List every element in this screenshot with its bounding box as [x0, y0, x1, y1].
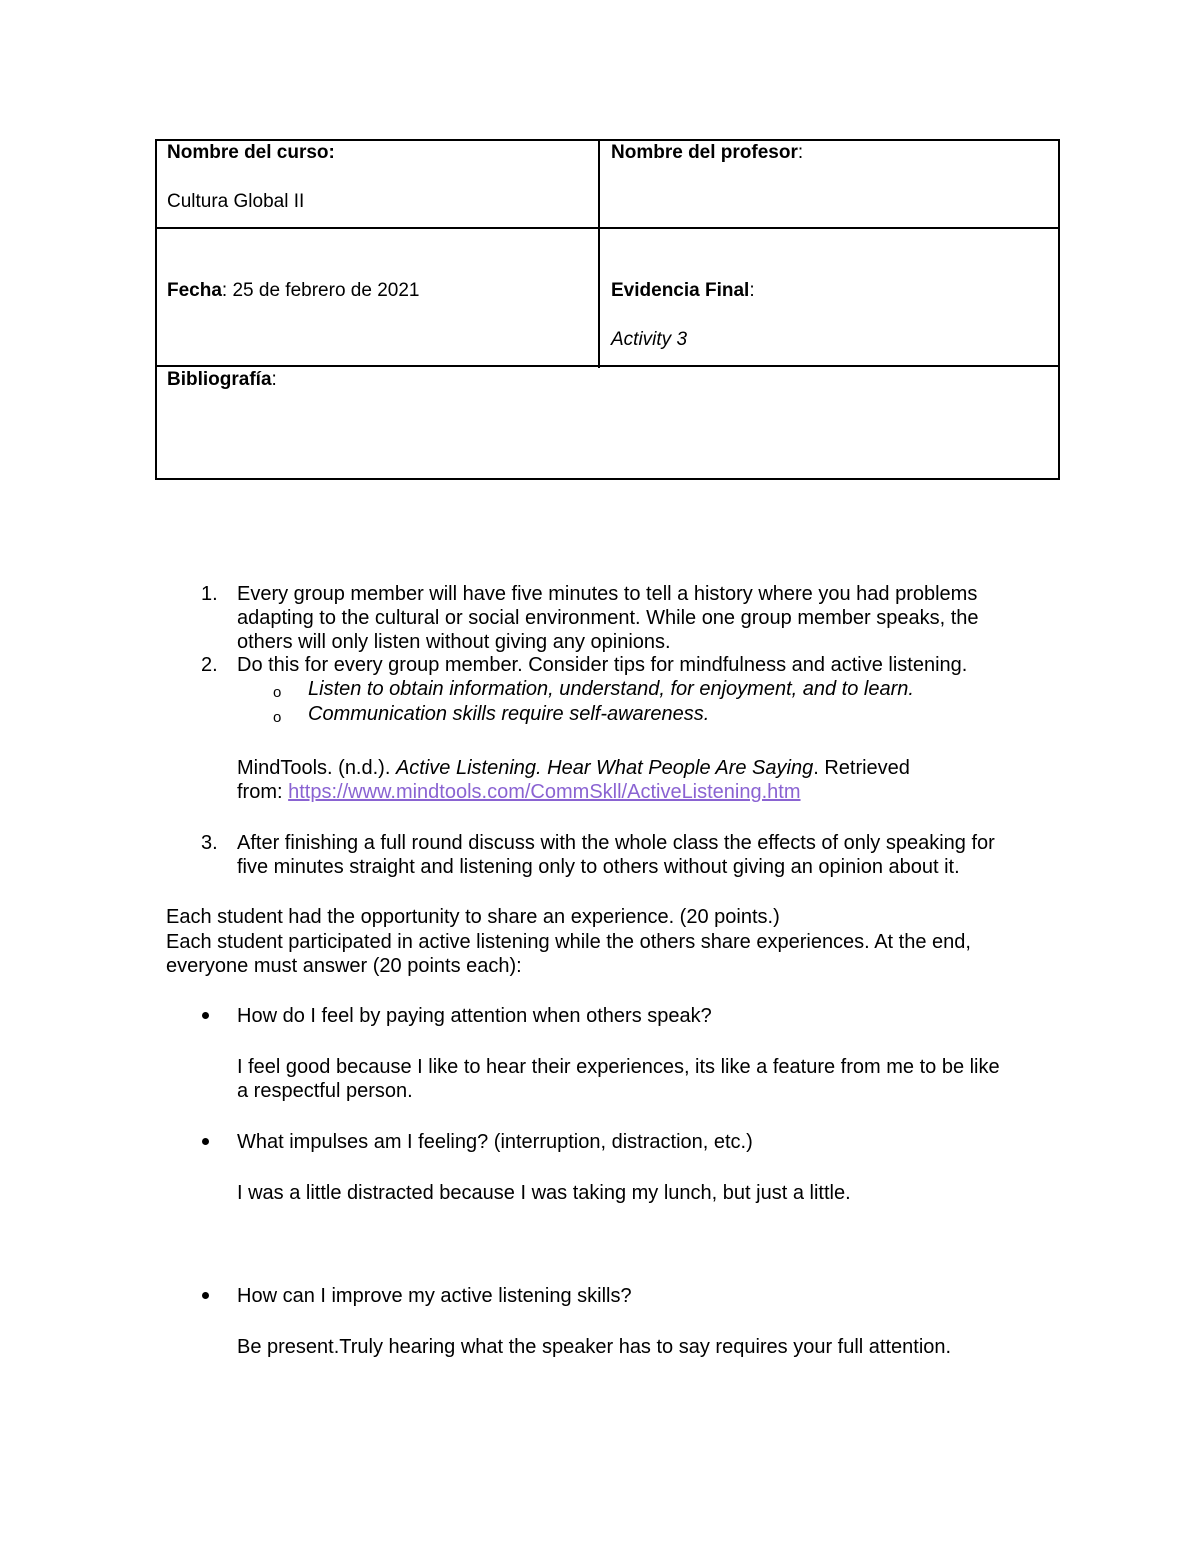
table-divider-vertical [598, 139, 600, 368]
step-1-line-1: Every group member will have five minutes to tell a history where you had problems [237, 583, 978, 605]
table-divider-row1 [155, 227, 1060, 229]
question: What impulses am I feeling? (interruption, distraction, etc.) [237, 1131, 753, 1153]
evidence-value: Activity 3 [611, 329, 688, 350]
table-divider-row2 [155, 365, 1060, 367]
reference-citation: MindTools. (n.d.). Active Listening. Hear What People Are Saying. Retrieved [237, 757, 910, 779]
date-field: Fecha: 25 de febrero de 2021 [167, 280, 420, 301]
step-number: 2. [201, 654, 218, 676]
answer-line: Be present.Truly hearing what the speaker has to say requires your full attention. [237, 1336, 952, 1358]
instructions-paragraph-line: everyone must answer (20 points each): [166, 955, 522, 977]
reference-title: Active Listening. Hear What People Are Saying [395, 757, 814, 779]
step-number: 1. [201, 583, 218, 605]
step-3-line-1: After finishing a full round discuss with the whole class the effects of only speaking for [237, 832, 995, 854]
step-number: 3. [201, 832, 218, 854]
step-2-subitem: Communication skills require self-awareness. [308, 703, 710, 725]
instructions-paragraph-line: Each student participated in active listening while the others share experiences. At the end, [166, 931, 971, 953]
step-2-line-1: Do this for every group member. Consider tips for mindfulness and active listening. [237, 654, 968, 676]
reference-source: from: https://www.mindtools.com/CommSkll/ActiveListening.htm [237, 781, 801, 803]
date-value: : 25 de febrero de 2021 [221, 280, 420, 301]
question: How do I feel by paying attention when others speak? [237, 1005, 712, 1027]
step-1-line-2: adapting to the cultural or social environment. While one group member speaks, the [237, 607, 979, 629]
course-name-label: Nombre del curso: [167, 142, 335, 163]
instructions-paragraph-line: Each student had the opportunity to share an experience. (20 points.) [166, 906, 780, 928]
teacher-name-label: Nombre del profesor: [611, 142, 804, 163]
bibliography-label: Bibliografía: [167, 369, 277, 390]
answer-line: I was a little distracted because I was taking my lunch, but just a little. [237, 1182, 851, 1204]
sub-bullet-marker: o [273, 709, 282, 726]
bullet-icon [202, 1012, 209, 1019]
course-name-value: Cultura Global II [167, 191, 305, 212]
bullet-icon [202, 1138, 209, 1145]
question: How can I improve my active listening skills? [237, 1285, 632, 1307]
evidence-label: Evidencia Final: [611, 280, 755, 301]
step-1-line-3: others will only listen without giving any opinions. [237, 631, 671, 653]
step-3-line-2: five minutes straight and listening only to others without giving an opinion about it. [237, 856, 960, 878]
reference-link[interactable]: https://www.mindtools.com/CommSkll/ActiveListening.htm [288, 781, 801, 803]
answer-line: I feel good because I like to hear their experiences, its like a feature from me to be like [237, 1056, 1000, 1078]
sub-bullet-marker: o [273, 684, 282, 701]
step-2-subitem: Listen to obtain information, understand, for enjoyment, and to learn. [308, 678, 914, 700]
bullet-icon [202, 1292, 209, 1299]
course-info-table [155, 139, 1060, 480]
answer-line: a respectful person. [237, 1080, 413, 1102]
